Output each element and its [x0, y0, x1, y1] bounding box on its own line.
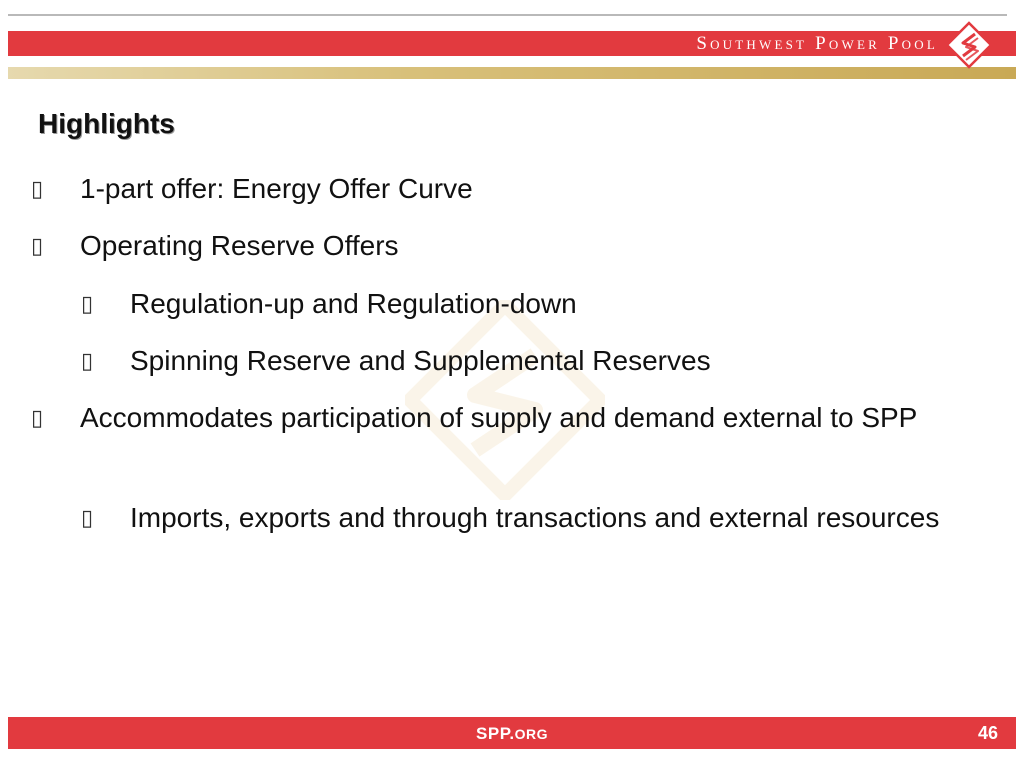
bullet-box-icon: ▯ — [30, 176, 44, 201]
bullet-box-icon: ▯ — [30, 233, 44, 258]
footer-site-suffix: ORG — [514, 726, 548, 742]
bullet-text: Imports, exports and through transactions and external resources — [130, 502, 940, 533]
sub-bullet-item — [80, 341, 990, 381]
bullet-box-icon: ▯ — [80, 291, 94, 316]
bullet-item — [30, 169, 1000, 209]
spp-logo-icon — [945, 21, 993, 69]
header-bar — [8, 31, 1016, 56]
bullet-item — [30, 226, 1000, 266]
bullet-text: Accommodates participation of supply and demand external to SPP — [80, 402, 918, 433]
slide-title: Highlights — [38, 108, 175, 139]
page-number: 46 — [977, 723, 998, 743]
bullet-text: Spinning Reserve and Supplemental Reserves — [130, 345, 711, 376]
footer-website — [8, 724, 1016, 744]
bullet-box-icon: ▯ — [30, 405, 44, 430]
bullet-box-icon: ▯ — [80, 505, 94, 530]
sub-bullet-item — [80, 284, 990, 324]
accent-bar — [8, 67, 1016, 79]
bullet-text: Operating Reserve Offers — [80, 230, 399, 261]
bullet-box-icon: ▯ — [80, 348, 94, 373]
sub-bullet-item — [80, 498, 990, 538]
footer-bar — [8, 717, 1016, 749]
footer-site-main: SPP. — [476, 724, 515, 743]
bullet-text: 1-part offer: Energy Offer Curve — [80, 173, 473, 204]
bullet-item — [30, 398, 1000, 438]
organization-name: Southwest Power Pool — [696, 33, 938, 54]
top-divider — [8, 14, 1007, 16]
bullet-text: Regulation-up and Regulation-down — [130, 288, 577, 319]
